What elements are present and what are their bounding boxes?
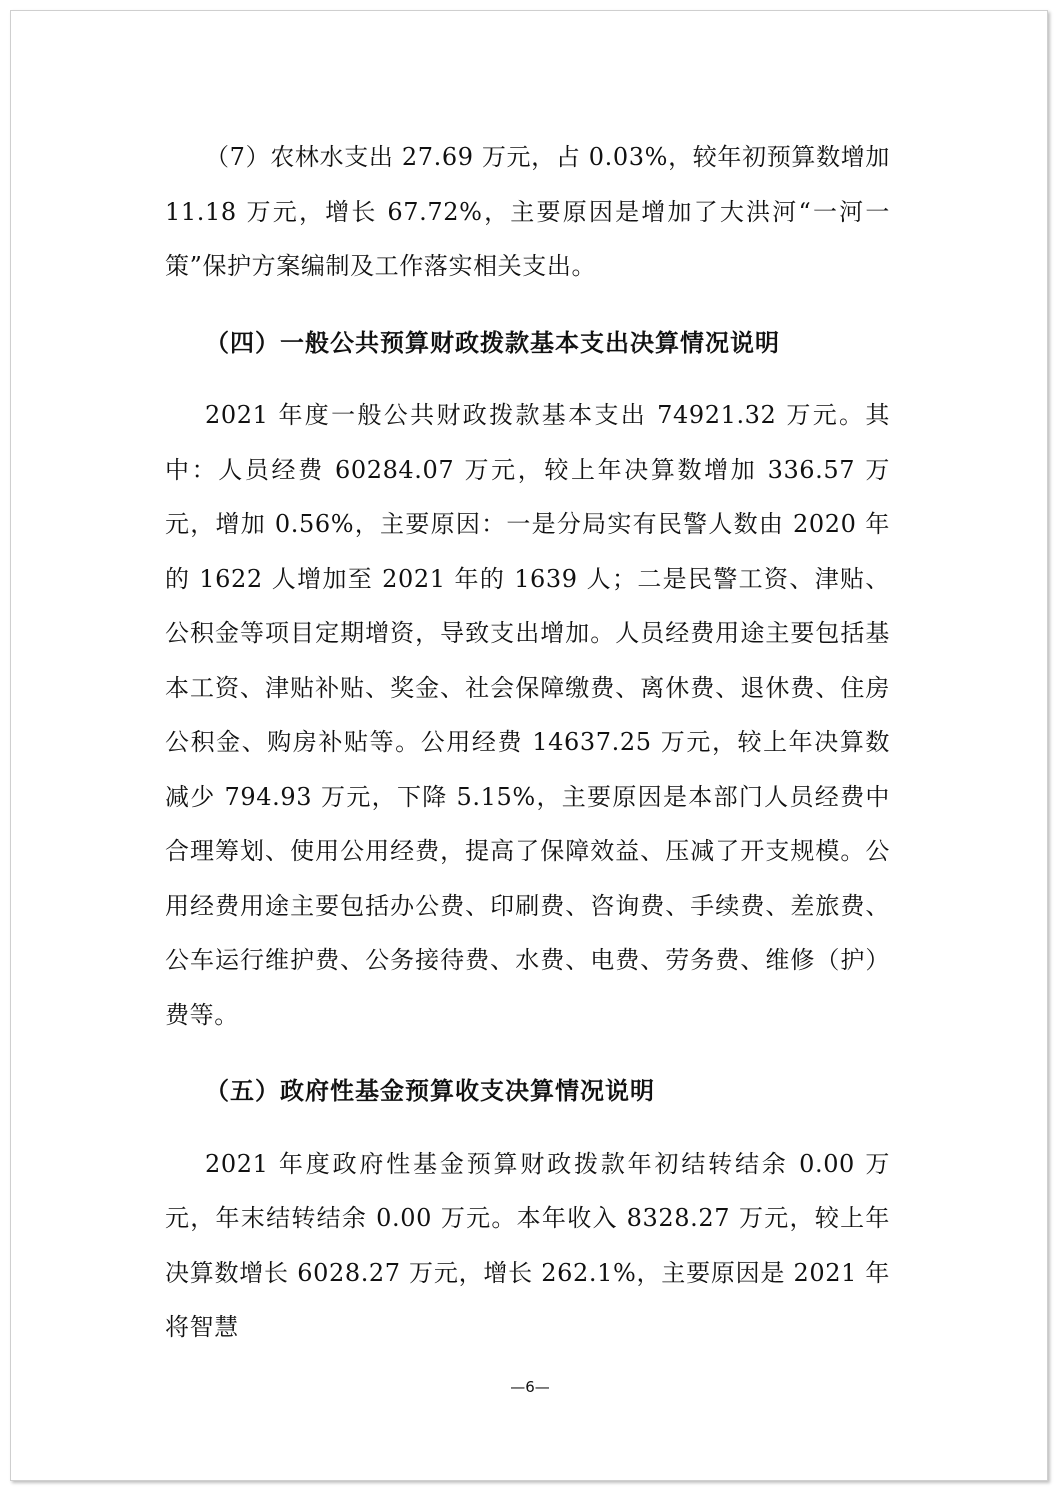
paragraph-basic-expenditure: 2021 年度一般公共财政拨款基本支出 74921.32 万元。其中：人员经费 60284.07 万元，较上年决算数增加 336.57 万元，增加 0.56%，主要原因：一是分局实有民警人数由 2020 年的 1622 人增加至 2021 年的 1639 人；二是民警工资、津贴、公积金等项目定期增资，导致支出增加。人员经费用途主要包括基本工资、津贴补贴、奖金、社会保障缴费、离休费、退休费、住房公积金、购房补贴等。公用经费 14637.25 万元，较上年决算数减少 794.93 万元，下降 5.15%，主要原因是本部门人员经费中合理筹划、使用公用经费，提高了保障效益、压减了开支规模。公用经费用途主要包括办公费、印刷费、咨询费、手续费、差旅费、公车运行维护费、公务接待费、水费、电费、劳务费、维修（护）费等。 xyxy=(165,401,890,1029)
page-number: —6— xyxy=(510,1378,550,1396)
section-heading-basic-expenditure: （四）一般公共预算财政拨款基本支出决算情况说明 xyxy=(205,328,780,357)
paragraph-government-fund: 2021 年度政府性基金预算财政拨款年初结转结余 0.00 万元，年末结转结余 0.00 万元。本年收入 8328.27 万元，较上年决算数增长 6028.27 万元，增长 262.1%，主要原因是 2021 年将智慧 xyxy=(165,1149,890,1341)
section-heading-government-fund: （五）政府性基金预算收支决算情况说明 xyxy=(205,1077,655,1105)
paragraph-agriculture-expenditure: （7）农林水支出 27.69 万元，占 0.03%，较年初预算数增加 11.18 万元，增长 67.72%，主要原因是增加了大洪河“一河一策”保护方案编制及工作落实相关支出。 xyxy=(165,143,890,280)
document-body xyxy=(165,130,890,1355)
